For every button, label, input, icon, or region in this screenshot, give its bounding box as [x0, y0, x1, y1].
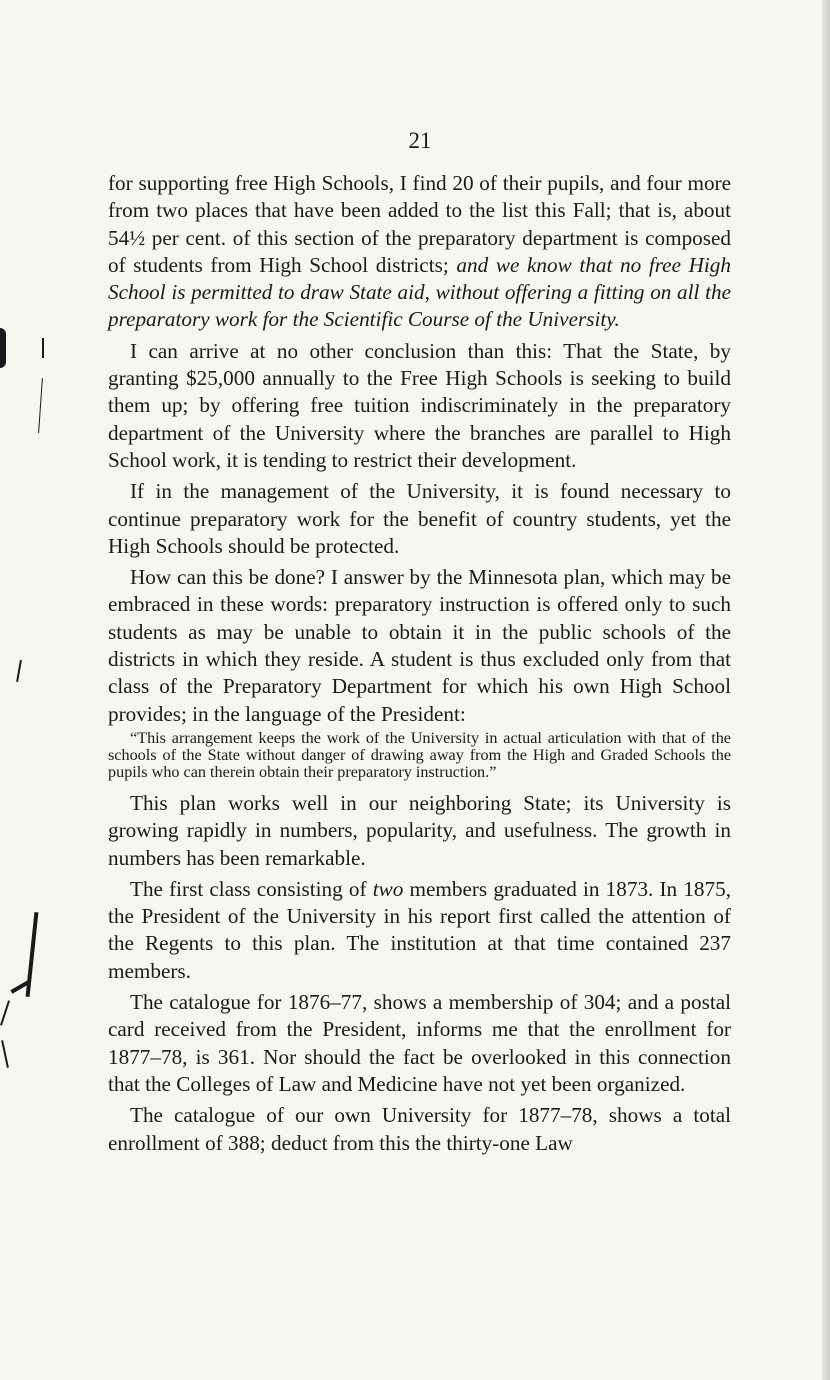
emphasis-text: without offering a fitting on all the preparatory work for the Scientific Course of the University. [108, 280, 731, 332]
margin-mark [38, 378, 43, 433]
margin-mark [42, 338, 44, 358]
margin-mark [16, 660, 22, 682]
paragraph: I can arrive at no other conclusion than this: That the State, by granting $25,000 annually to the Free High Schools is seeking to build them up; by offering free tuition indiscriminately in the preparatory department of the University where the branches are parallel to High School work, it is tending to restrict their development. [108, 338, 731, 472]
paragraph [108, 876, 731, 985]
paragraph-continued [108, 170, 731, 334]
paragraph: If in the management of the University, it is found necessary to continue preparatory work for the benefit of country students, yet the High Schools should be protected. [108, 479, 731, 558]
text-column [108, 170, 731, 1157]
paragraph-text: for supporting free High Schools, I find 20 of their pupils, and four more from two places that have been added to the list this Fall; that is, about 54½ per cent. of this section of the preparatory department is composed of students from High School districts; [108, 171, 731, 277]
paragraph-text: The first class consisting of [130, 876, 373, 901]
emphasis-text: two [372, 876, 404, 901]
page-edge [822, 0, 830, 1380]
paragraph-text: , [424, 280, 436, 305]
block-quote: “This arrangement keeps the work of the University in actual articulation with that of the schools of the State without danger of drawing away from the High and Graded Schools the pupils who can therein obtain their preparatory instruction.” [108, 728, 731, 781]
margin-mark [1, 1040, 9, 1068]
margin-mark [0, 328, 6, 368]
paragraph-text: members graduated in 1873. In 1875, the President of the University in his report first called the attention of the Regents to this plan. The institution at that time contained 237 members. [108, 876, 731, 983]
paragraph: The catalogue of our own University for 1877–78, shows a total enrollment of 388; deduct from this the thirty-one Law [108, 1103, 731, 1155]
paragraph: How can this be done? I answer by the Minnesota plan, which may be embraced in these words: preparatory instruction is offered only to such students as may be unable to obtain it in the public schools of the districts in which they reside. A student is thus excluded only from that class of the Preparatory Department for which his own High School provides; in the language of the President: [108, 565, 731, 726]
emphasis-text: and we know that no free High School is permitted to draw State aid [108, 252, 731, 305]
margin-mark [0, 1000, 10, 1025]
page-number: 21 [408, 128, 432, 153]
paragraph: This plan works well in our neighboring State; its University is growing rapidly in numbers, popularity, and usefulness. The growth in numbers has been remarkable. [108, 790, 731, 870]
paragraph: The catalogue for 1876–77, shows a membership of 304; and a postal card received from the President, informs me that the enrollment for 1877–78, is 361. Nor should the fact be overlooked in this connection that the Colleges of Law and Medicine have not yet been organized. [108, 990, 731, 1096]
